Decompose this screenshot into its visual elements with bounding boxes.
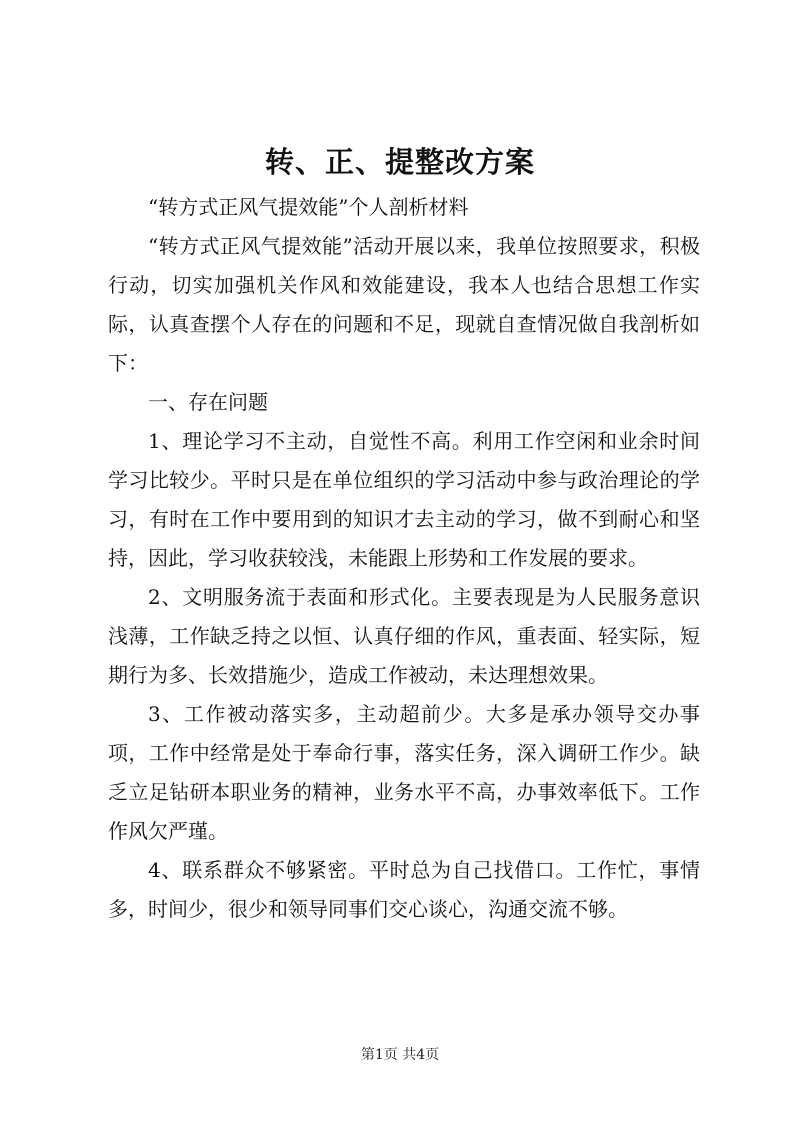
section-heading: 一、存在问题 bbox=[148, 390, 268, 414]
issue-paragraph-3: 3、工作被动落实多，主动超前少。大多是承办领导交办事项，工作中经常是处于奉命行事，落实任务，深入调研工作少。缺乏立足钻研本职业务的精神，业务水平不高，办事效率低下。工作作风欠严瑾。 bbox=[108, 702, 700, 843]
document-body bbox=[108, 188, 700, 929]
subtitle-paragraph: “转方式正风气提效能”个人剖析材料 bbox=[148, 195, 469, 219]
issue-paragraph-2: 2、文明服务流于表面和形式化。主要表现是为人民服务意识浅薄，工作缺乏持之以恒、认真仔细的作风，重表面、轻实际，短期行为多、长效措施少，造成工作被动，未达理想效果。 bbox=[108, 585, 700, 687]
document-title: 转、正、提整改方案 bbox=[264, 145, 535, 179]
issue-paragraph-4: 4、联系群众不够紧密。平时总为自己找借口。工作忙，事情多，时间少，很少和领导同事们交心谈心，沟通交流不够。 bbox=[108, 858, 700, 921]
issue-paragraph-1: 1、理论学习不主动，自觉性不高。利用工作空闲和业余时间学习比较少。平时只是在单位组织的学习活动中参与政治理论的学习，有时在工作中要用到的知识才去主动的学习，做不到耐心和坚持，因此，学习收获较浅，未能跟上形势和工作发展的要求。 bbox=[108, 429, 700, 570]
intro-paragraph: “转方式正风气提效能”活动开展以来，我单位按照要求，积极行动，切实加强机关作风和效能建设，我本人也结合思想工作实际，认真查摆个人存在的问题和不足，现就自查情况做自我剖析如下： bbox=[108, 234, 700, 375]
page-number-footer: 第1页 共4页 bbox=[360, 1047, 440, 1063]
